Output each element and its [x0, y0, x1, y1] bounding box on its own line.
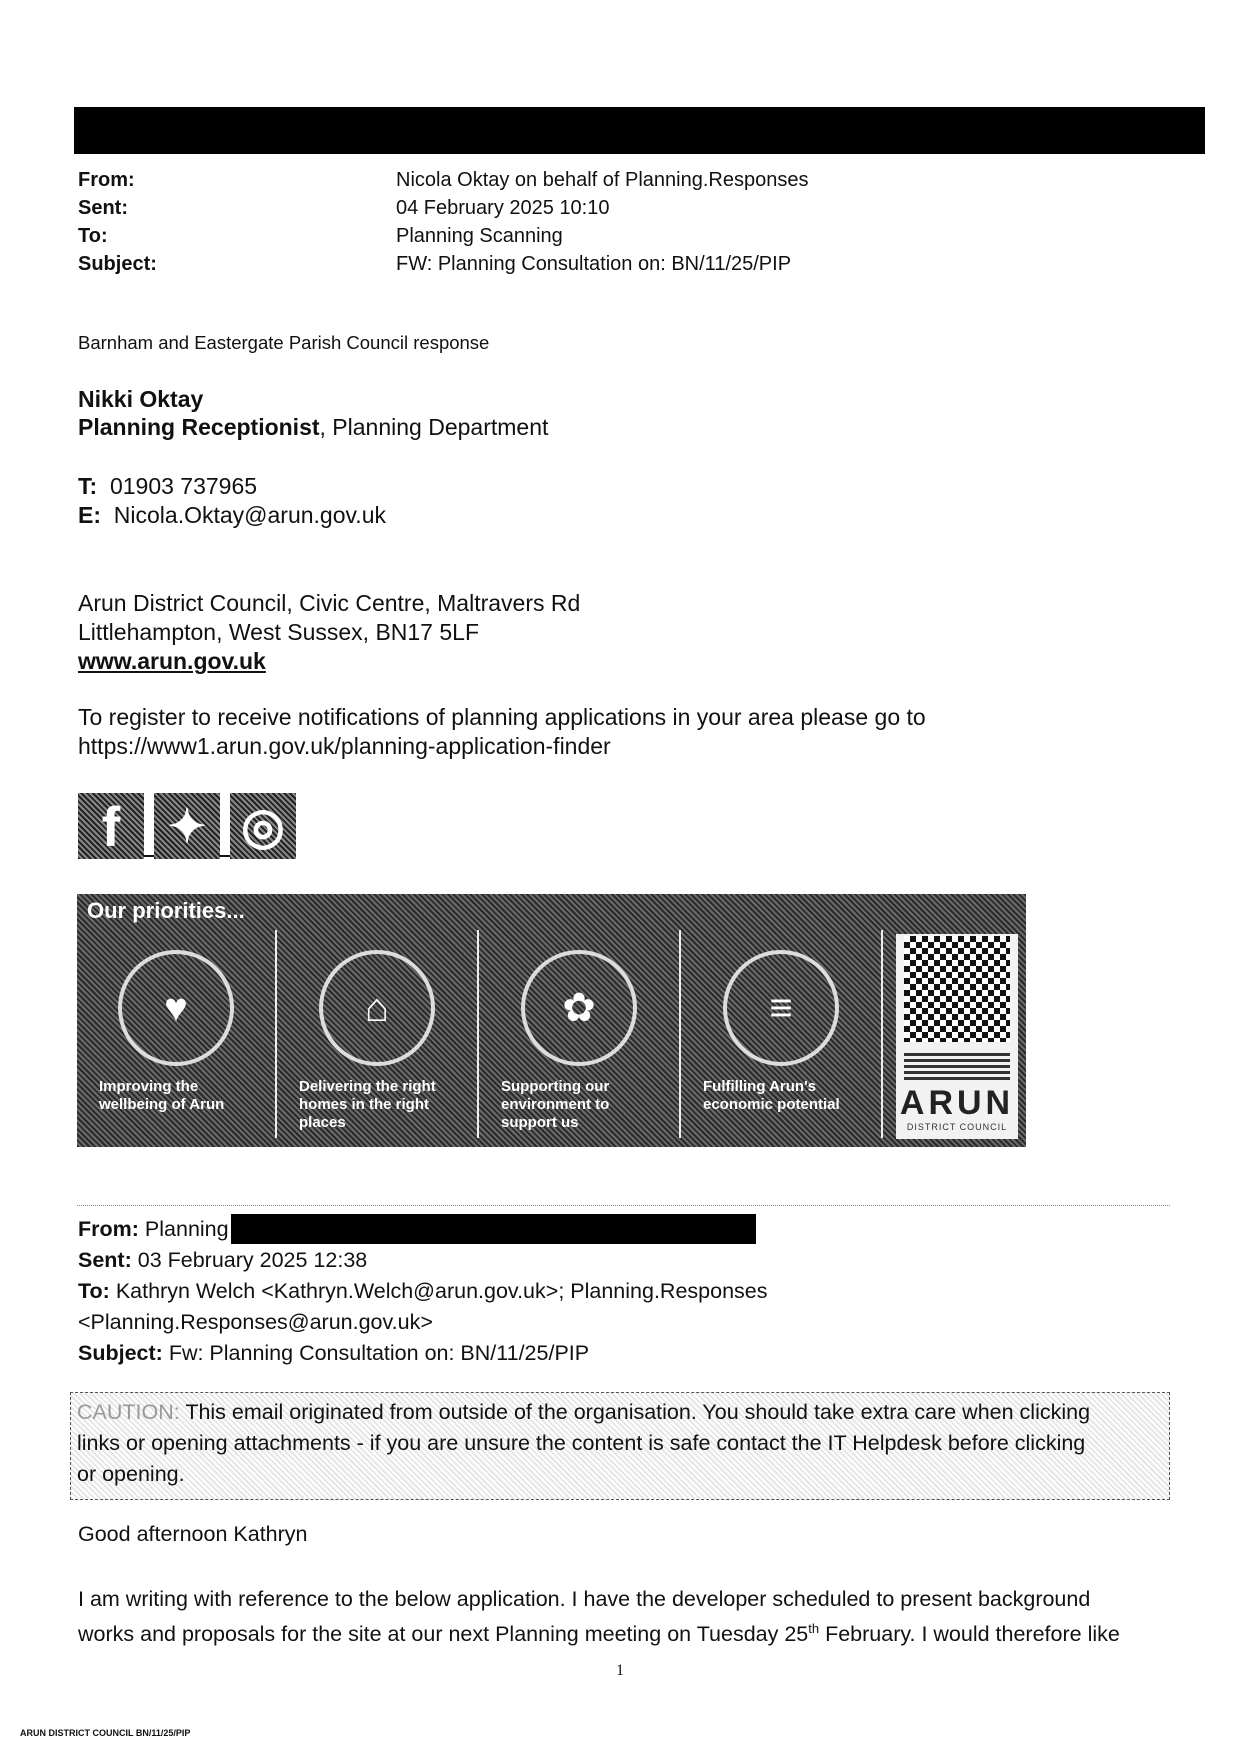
priority-economy	[681, 930, 883, 1138]
email-header	[78, 166, 808, 278]
caution-text: or opening.	[77, 1462, 185, 1486]
facebook-icon[interactable]: f	[78, 793, 144, 859]
website-link[interactable]: www.arun.gov.uk	[78, 648, 266, 674]
qr-code[interactable]	[904, 936, 1010, 1042]
fwd-to: To: Kathryn Welch <Kathryn.Welch@arun.gov.uk>; Planning.Responses	[78, 1279, 768, 1303]
to-value: Planning Scanning	[396, 225, 563, 247]
redaction-bar	[74, 107, 1205, 154]
banner-title: Our priorities...	[87, 898, 245, 923]
separator	[220, 855, 230, 857]
priority-environment	[479, 930, 681, 1138]
page-number: 1	[616, 1662, 624, 1679]
fwd-to-cont: <Planning.Responses@arun.gov.uk>	[78, 1310, 433, 1334]
divider	[77, 1205, 1170, 1206]
from-label: From:	[78, 169, 135, 191]
planning-finder-link[interactable]: https://www1.arun.gov.uk/planning-application-finder	[78, 733, 611, 759]
priority-text: Fulfilling Arun's economic potential	[703, 1078, 840, 1113]
greeting: Good afternoon Kathryn	[78, 1522, 308, 1546]
house-icon: ⌂	[319, 950, 435, 1066]
priority-text: Supporting our environment to support us	[501, 1078, 610, 1131]
subject-label: Subject:	[78, 253, 157, 275]
to-label: To:	[78, 225, 108, 247]
priority-homes	[277, 930, 479, 1138]
caution-label: CAUTION:	[77, 1400, 180, 1424]
arun-logo	[896, 934, 1018, 1139]
logo-waves	[904, 1050, 1010, 1080]
priorities-banner	[77, 894, 1026, 1147]
caution-text: links or opening attachments - if you are unsure the content is safe contact the IT Helpdesk before clicking	[77, 1431, 1086, 1455]
subject-value: FW: Planning Consultation on: BN/11/25/PIP	[396, 253, 792, 275]
bulb-icon: ✿	[521, 950, 637, 1066]
address-line-2: Littlehampton, West Sussex, BN17 5LF	[78, 619, 479, 645]
intro-text: Barnham and Eastergate Parish Council response	[78, 332, 490, 353]
sent-label: Sent:	[78, 197, 128, 219]
signature-name: Nikki Oktay	[78, 386, 204, 412]
signature-phone: T: 01903 737965	[78, 473, 258, 499]
priority-wellbeing	[77, 930, 277, 1138]
address-line-1: Arun District Council, Civic Centre, Maltravers Rd	[78, 590, 581, 616]
fwd-subject: Subject: Fw: Planning Consultation on: BN/11/25/PIP	[78, 1341, 590, 1365]
signature-role: Planning Receptionist, Planning Department	[78, 414, 549, 440]
body-paragraph: I am writing with reference to the below application. I have the developer scheduled to present background works and proposals for the site at our next Planning meeting on Tuesday 25th February. I would therefore like	[78, 1587, 1120, 1647]
twitter-icon[interactable]: ✦	[154, 793, 220, 859]
forwarded-header	[78, 1214, 767, 1369]
economy-icon: ≡	[723, 950, 839, 1066]
footer-text: ARUN DISTRICT COUNCIL BN/11/25/PIP	[20, 1728, 191, 1738]
fwd-sent: Sent: 03 February 2025 12:38	[78, 1248, 368, 1272]
signature-email[interactable]: E: Nicola.Oktay@arun.gov.uk	[78, 502, 386, 528]
instagram-icon[interactable]: ◎	[230, 793, 296, 859]
heart-icon: ♥	[118, 950, 234, 1066]
logo-text: ARUN	[899, 1084, 1015, 1122]
priority-text: Improving the wellbeing of Arun	[99, 1078, 225, 1113]
from-value: Nicola Oktay on behalf of Planning.Responses	[396, 169, 809, 191]
social-links	[78, 793, 296, 859]
sent-value: 04 February 2025 10:10	[396, 197, 610, 219]
notice-text: To register to receive notifications of planning applications in your area please go to	[78, 704, 926, 730]
caution-box	[70, 1392, 1170, 1500]
redaction	[231, 1214, 756, 1244]
separator	[144, 855, 154, 857]
priority-text: Delivering the right homes in the right places	[299, 1078, 436, 1131]
caution-text: This email originated from outside of the organisation. You should take extra care when clicking	[179, 1400, 1091, 1424]
fwd-from: From: Planning	[78, 1214, 767, 1245]
logo-subtext: DISTRICT COUNCIL	[906, 1122, 1008, 1132]
